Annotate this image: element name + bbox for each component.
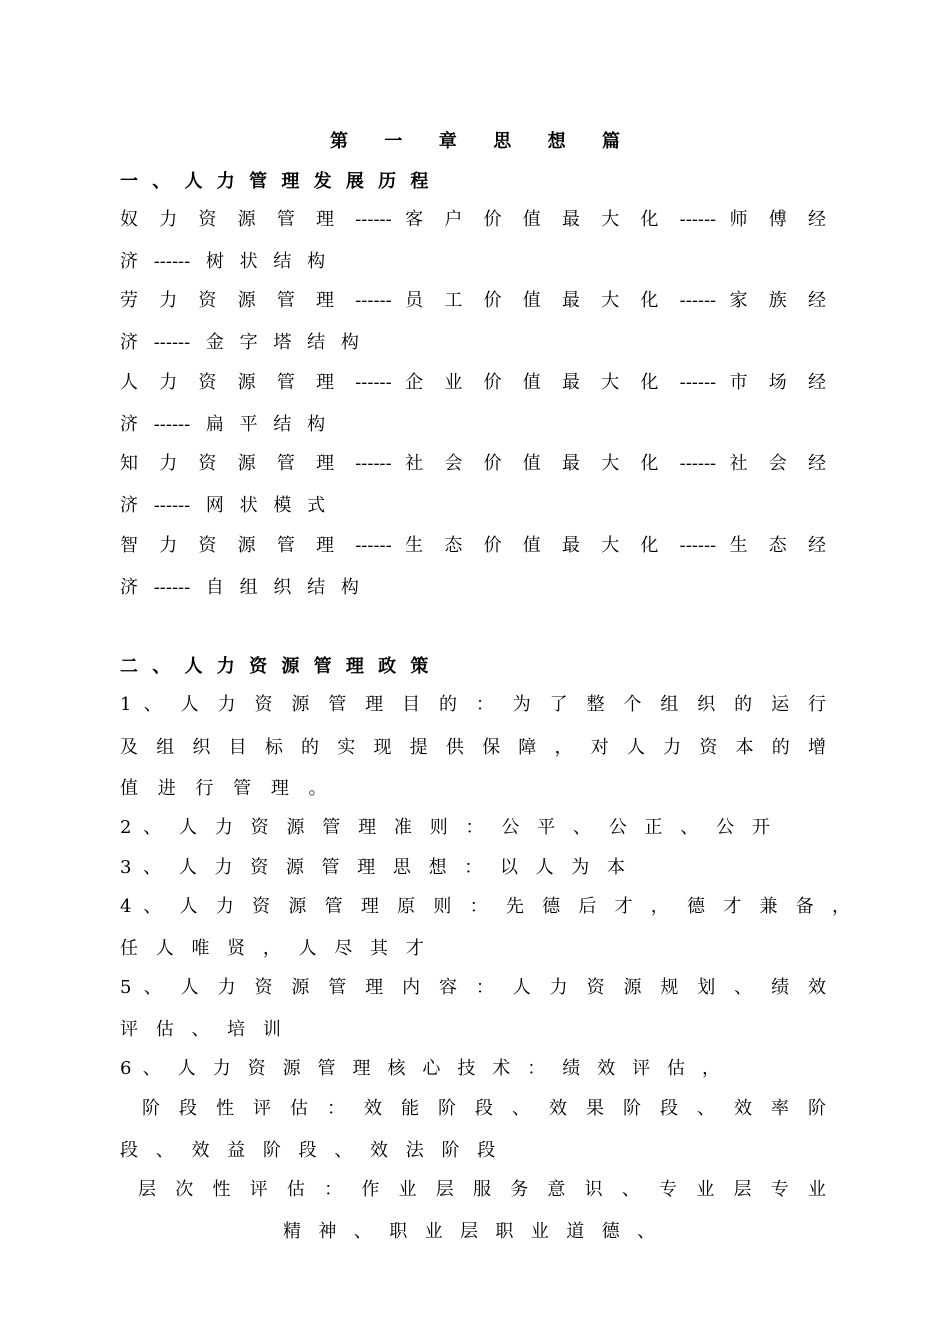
section-2-line-13: 层 次 性 评 估 ： 作 业 层 服 务 意 识 、 专 业 层 专 业	[138, 1179, 826, 1200]
section-2-line-7: 任 人 唯 贤 ， 人 尽 其 才	[120, 938, 424, 959]
section-1-line-6: 济 ------ 扁 平 结 构	[120, 414, 326, 435]
section-1-line-4: 济 ------ 金 字 塔 结 构	[120, 332, 359, 353]
section-1-line-2: 济 ------ 树 状 结 构	[120, 251, 326, 272]
section-2-line-1: 1 、 人 力 资 源 管 理 目 的 ： 为 了 整 个 组 织 的 运 行	[120, 694, 826, 715]
section-2-line-6: 4 、 人 力 资 源 管 理 原 则 ： 先 德 后 才 ， 德 才 兼 备 ，	[120, 896, 850, 917]
section-1-line-1: 奴 力 资 源 管 理 ------ 客 户 价 值 最 大 化 ------ 师 傅 经	[120, 209, 826, 230]
section-1-heading: 一 、 人 力 管 理 发 展 历 程	[120, 171, 429, 192]
section-2-line-3: 值 进 行 管 理 。	[120, 778, 327, 799]
section-1-line-7: 知 力 资 源 管 理 ------ 社 会 价 值 最 大 化 ------ 社 会 经	[120, 453, 826, 474]
chapter-title: 第 一 章 思 想 篇	[330, 131, 620, 152]
section-2-line-2: 及 组 织 目 标 的 实 现 提 供 保 障 ， 对 人 力 资 本 的 增	[120, 737, 826, 758]
section-2-line-14: 精 神 、 职 业 层 职 业 道 德 、	[283, 1221, 655, 1242]
section-2-line-11: 阶 段 性 评 估 ： 效 能 阶 段 、 效 果 阶 段 、 效 率 阶	[142, 1098, 826, 1119]
section-2-line-9: 评 估 、 培 训	[120, 1019, 281, 1040]
section-1-line-3: 劳 力 资 源 管 理 ------ 员 工 价 值 最 大 化 ------ 家 族 经	[120, 290, 826, 311]
section-1-line-10: 济 ------ 自 组 织 结 构	[120, 577, 359, 598]
section-1-line-9: 智 力 资 源 管 理 ------ 生 态 价 值 最 大 化 ------ 生 态 经	[120, 535, 826, 556]
section-2-line-10: 6 、 人 力 资 源 管 理 核 心 技 术 ： 绩 效 评 估 ，	[120, 1058, 721, 1079]
section-2-line-12: 段 、 效 益 阶 段 、 效 法 阶 段	[120, 1140, 496, 1161]
section-1-line-5: 人 力 资 源 管 理 ------ 企 业 价 值 最 大 化 ------ 市 场 经	[120, 372, 826, 393]
section-2-line-8: 5 、 人 力 资 源 管 理 内 容 ： 人 力 资 源 规 划 、 绩 效	[120, 977, 826, 998]
section-2-line-5: 3 、 人 力 资 源 管 理 思 想 ： 以 人 为 本	[120, 857, 625, 878]
section-2-line-4: 2 、 人 力 资 源 管 理 准 则 ： 公 平 、 公 正 、 公 开	[120, 817, 770, 838]
section-1-line-8: 济 ------ 网 状 模 式	[120, 495, 326, 516]
section-2-heading: 二 、 人 力 资 源 管 理 政 策	[120, 656, 429, 677]
